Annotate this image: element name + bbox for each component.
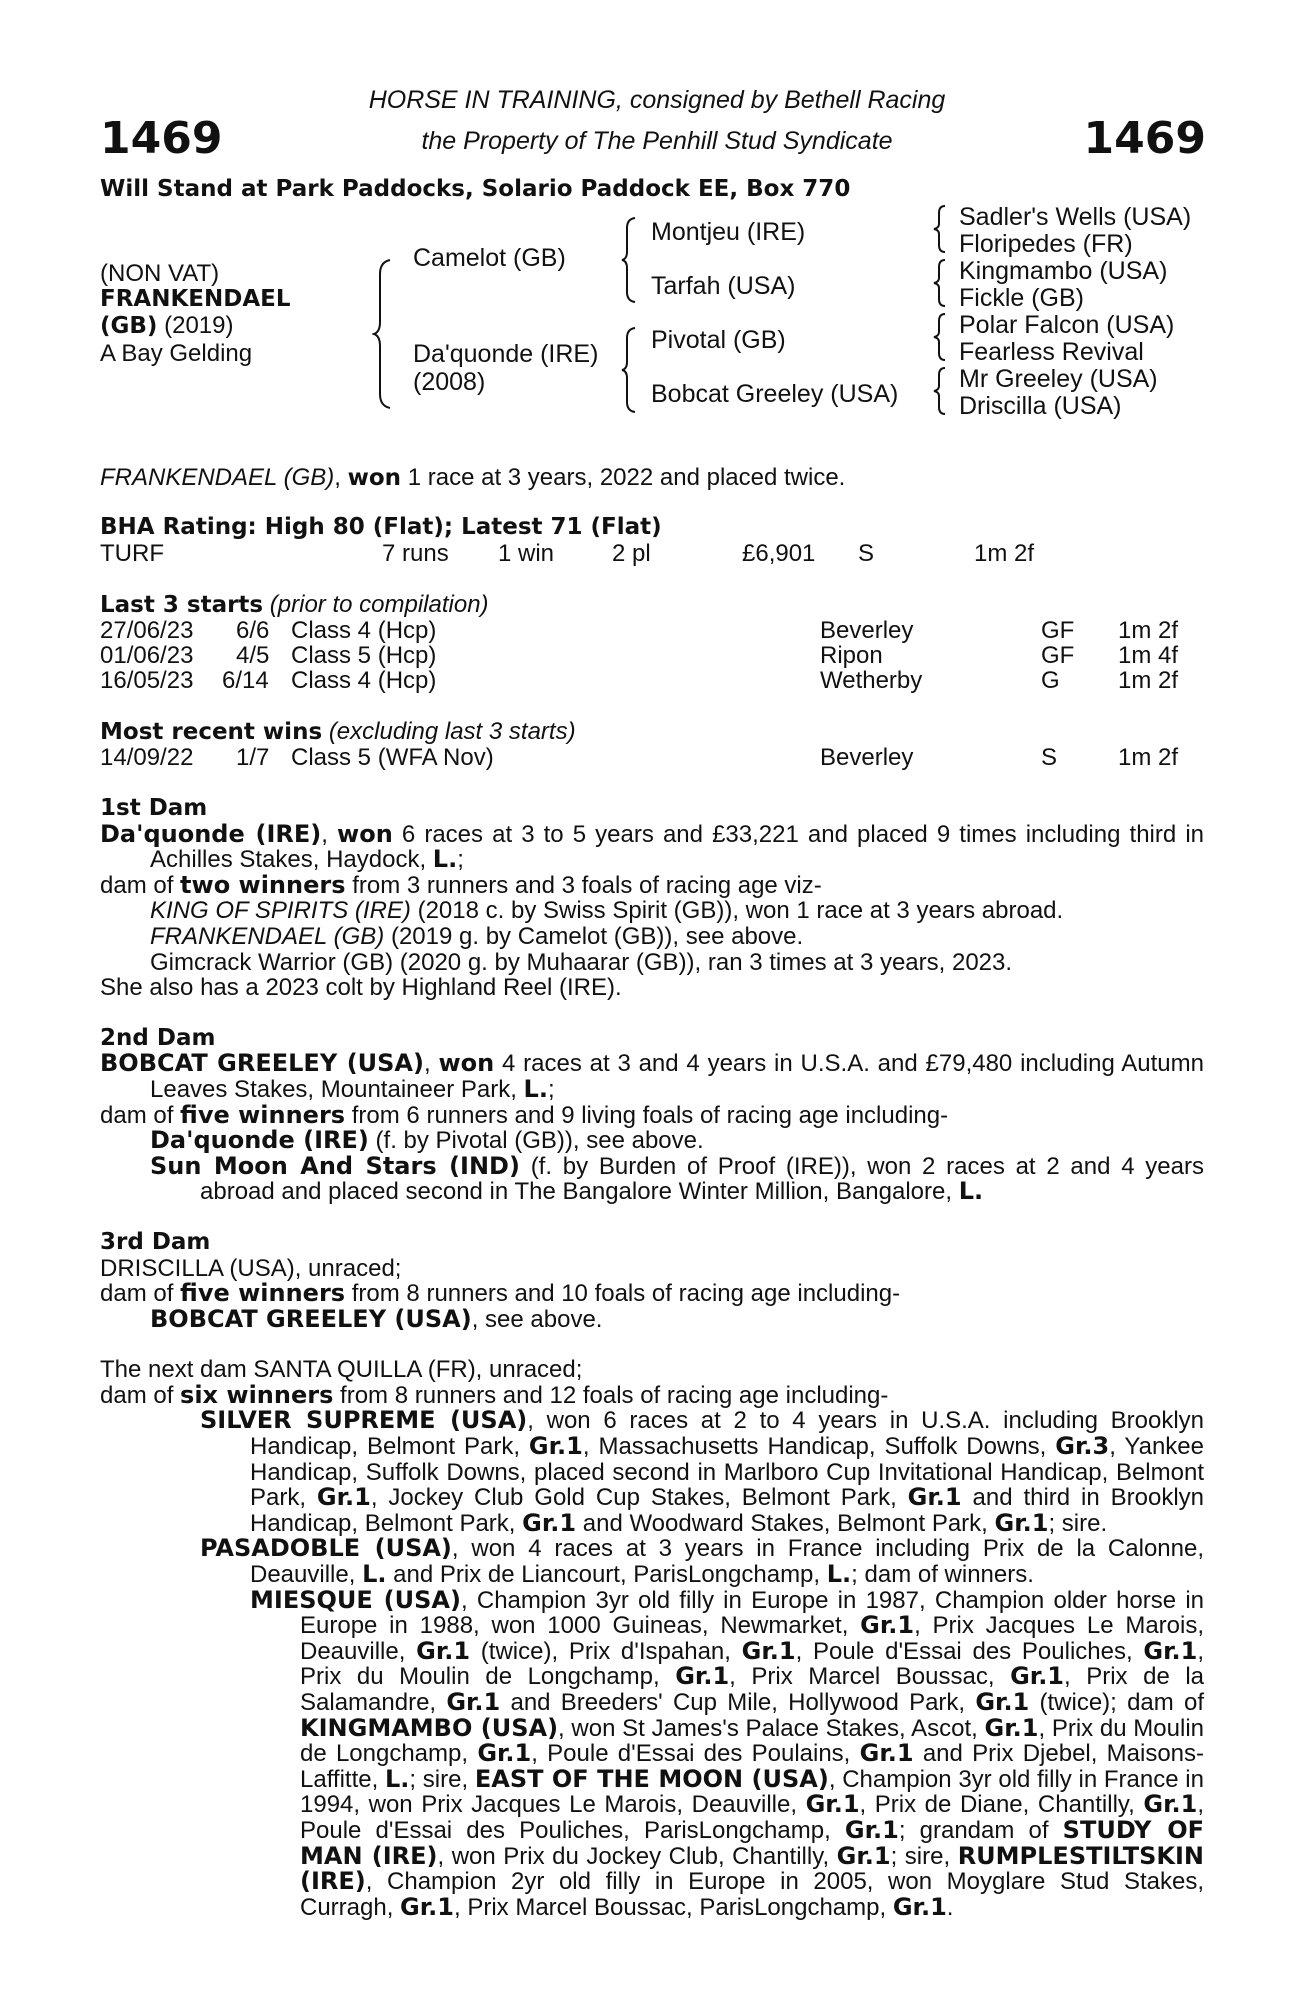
property-line: the Property of The Penhill Stud Syndicate	[421, 127, 893, 155]
horse-year: (2019)	[164, 312, 234, 339]
dam3-dam-of: dam of five winners from 8 runners and 10 foals of racing age including-	[100, 1279, 901, 1308]
start-row-race: Class 4 (Hcp)	[291, 617, 437, 644]
pedigree-brace-sire	[620, 216, 638, 304]
last-starts-title: Last 3 starts	[100, 592, 264, 618]
pedigree-brace-main	[372, 258, 394, 410]
start-row-course: Beverley	[820, 617, 914, 644]
start-row-race: Class 4 (Hcp)	[291, 667, 437, 694]
start-row-pos: 4/5	[236, 642, 270, 669]
pedigree-brace-dam	[620, 326, 638, 414]
dam1-foal: Gimcrack Warrior (GB) (2020 g. by Muhaarar (GB)), ran 3 times at 3 years, 2023.	[150, 948, 1013, 976]
horse-description: A Bay Gelding	[100, 340, 253, 367]
pedigree-dam-sire: Pivotal (GB)	[651, 326, 786, 354]
dam2-foal: Sun Moon And Stars (IND) (f. by Burden of Proof (IRE)), won 2 races at 2 and 4 years abroad and placed second in The Bangalore Winter Million, Bangalore, L.	[150, 1151, 1204, 1206]
next-dam-foal-pasadoble: PASADOBLE (USA), won 4 races at 3 years in France including Prix de la Calonne, Deauville, L. and Prix de Liancourt, ParisLongchamp, L.; dam of winners.	[200, 1534, 1204, 1589]
start-row-date: 16/05/23	[100, 667, 194, 694]
pedigree-ggp: Polar Falcon (USA)	[959, 311, 1175, 339]
win-row-pos: 1/7	[236, 744, 270, 771]
rating-going: S	[858, 540, 875, 567]
rating-wins: 1 win	[498, 540, 555, 567]
start-row-pos: 6/6	[236, 617, 270, 644]
rating-runs: 7 runs	[382, 540, 449, 567]
summary-horse-name: FRANKENDAEL (GB)	[100, 464, 335, 491]
consignment-line: HORSE IN TRAINING, consigned by Bethell Racing	[368, 86, 946, 114]
race-summary: FRANKENDAEL (GB), won 1 race at 3 years, 2022 and placed twice.	[100, 464, 846, 491]
start-row-going: GF	[1041, 642, 1075, 669]
lot-number-right: 1469	[1083, 113, 1206, 164]
win-row-course: Beverley	[820, 744, 914, 771]
next-dam-foal-silver-supreme: SILVER SUPREME (USA), won 6 races at 2 to 4 years in U.S.A. including Brooklyn Handicap, Belmont Park, Gr.1, Massachusetts Handicap, Suffolk Downs, Gr.3, Yankee Handicap, Suffolk Downs, placed second in Marlboro Cup Invitational Handicap, Belmont Park, Gr.1, Jockey Club Gold Cup Stakes, Belmont Park, Gr.1 and third in Brooklyn Handicap, Belmont Park, Gr.1 and Woodward Stakes, Belmont Park, Gr.1; sire.	[200, 1406, 1204, 1537]
dam3-foal: BOBCAT GREELEY (USA), see above.	[150, 1304, 603, 1333]
summary-won: won	[347, 465, 402, 491]
dam1-foal: KING OF SPIRITS (IRE) (2018 c. by Swiss Spirit (GB)), won 1 race at 3 years abroad.	[150, 897, 1064, 925]
recent-wins-heading	[100, 718, 576, 746]
lot-number-left: 1469	[100, 113, 223, 164]
dam2-foal: Da'quonde (IRE) (f. by Pivotal (GB)), see above.	[150, 1126, 704, 1155]
dam1-foal: FRANKENDAEL (GB) (2019 g. by Camelot (GB)), see above.	[150, 922, 804, 950]
win-row-going: S	[1041, 744, 1058, 771]
dam1-record: Da'quonde (IRE), won 6 races at 3 to 5 years and £33,221 and placed 9 times including third in Achilles Stakes, Haydock, L.;	[100, 819, 1204, 874]
next-dam-foal-miesque: MIESQUE (USA), Champion 3yr old filly in Europe in 1987, Champion older horse in Europe in 1988, won 1000 Guineas, Newmarket, Gr.1, Prix Jacques Le Marois, Deauville, Gr.1 (twice), Prix d'Ispahan, Gr.1, Poule d'Essai des Pouliches, Gr.1, Prix du Moulin de Longchamp, Gr.1, Prix Marcel Boussac, Gr.1, Prix de la Salamandre, Gr.1 and Breeders' Cup Mile, Hollywood Park, Gr.1 (twice); dam of KINGMAMBO (USA), won St James's Palace Stakes, Ascot, Gr.1, Prix du Moulin de Longchamp, Gr.1, Poule d'Essai des Poulains, Gr.1 and Prix Djebel, Maisons-Laffitte, L.; sire, EAST OF THE MOON (USA), Champion 3yr old filly in France in 1994, won Prix Jacques Le Marois, Deauville, Gr.1, Prix de Diane, Chantilly, Gr.1, Poule d'Essai des Pouliches, ParisLongchamp, Gr.1; grandam of STUDY OF MAN (IRE), won Prix du Jockey Club, Chantilly, Gr.1; sire, RUMPLESTILTSKIN (IRE), Champion 2yr old filly in Europe in 2005, won Moyglare Stud Stakes, Curragh, Gr.1, Prix Marcel Boussac, ParisLongchamp, Gr.1.	[250, 1585, 1205, 1921]
pedigree-ggp: Floripedes (FR)	[959, 230, 1133, 258]
pedigree-sire-sire: Montjeu (IRE)	[651, 218, 806, 246]
pedigree-ggp: Driscilla (USA)	[959, 392, 1122, 420]
dam2-title: 2nd Dam	[100, 1024, 216, 1051]
rating-prize: £6,901	[742, 540, 816, 567]
dam3-record: DRISCILLA (USA), unraced;	[100, 1254, 402, 1282]
start-row-dist: 1m 2f	[1118, 667, 1179, 694]
rating-placed: 2 pl	[612, 540, 651, 567]
start-row-date: 01/06/23	[100, 642, 194, 669]
dam1-title: 1st Dam	[100, 795, 208, 821]
summary-rest: 1 race at 3 years, 2022 and placed twice.	[407, 464, 846, 491]
pedigree-ggp: Sadler's Wells (USA)	[959, 203, 1192, 231]
pedigree-brace-ggp-1	[932, 204, 948, 254]
horse-country: (GB)	[100, 313, 158, 339]
start-row-dist: 1m 4f	[1118, 642, 1179, 669]
vat-status: (NON VAT)	[100, 260, 220, 287]
dam2-dam-of: dam of five winners from 6 runners and 9 living foals of racing age including-	[100, 1100, 949, 1129]
dam1-name: Da'quonde (IRE)	[100, 819, 322, 848]
rating-title: BHA Rating: High 80 (Flat); Latest 71 (Flat)	[100, 514, 662, 540]
pedigree-dam: Da'quonde (IRE)	[413, 340, 599, 368]
recent-wins-title: Most recent wins	[100, 719, 323, 745]
start-row-going: GF	[1041, 617, 1075, 644]
rating-surface: TURF	[100, 540, 164, 567]
win-row-date: 14/09/22	[100, 744, 194, 771]
start-row-pos: 6/14	[222, 667, 269, 694]
pedigree-sire: Camelot (GB)	[413, 244, 566, 272]
pedigree-ggp: Mr Greeley (USA)	[959, 365, 1158, 393]
win-row-race: Class 5 (WFA Nov)	[291, 744, 494, 771]
pedigree-brace-ggp-4	[932, 366, 948, 416]
stand-line: Will Stand at Park Paddocks, Solario Paddock EE, Box 770	[100, 176, 851, 202]
dam2-record: BOBCAT GREELEY (USA), won 4 races at 3 and 4 years in U.S.A. and £79,480 including Autumn Leaves Stakes, Mountaineer Park, L.;	[100, 1049, 1204, 1103]
rating-distance: 1m 2f	[974, 540, 1035, 567]
start-row-course: Ripon	[820, 642, 883, 669]
dam3-title: 3rd Dam	[100, 1228, 211, 1255]
pedigree-brace-ggp-2	[932, 258, 948, 308]
last-starts-heading	[100, 591, 489, 619]
dam1-also: She also has a 2023 colt by Highland Reel (IRE).	[100, 974, 622, 1002]
last-starts-note: (prior to compilation)	[269, 591, 489, 618]
pedigree-ggp: Kingmambo (USA)	[959, 257, 1168, 285]
pedigree-brace-ggp-3	[932, 312, 948, 362]
win-row-dist: 1m 2f	[1118, 744, 1179, 771]
pedigree-dam-year: (2008)	[413, 368, 486, 396]
pedigree-ggp: Fearless Revival	[959, 338, 1144, 366]
start-row-date: 27/06/23	[100, 617, 194, 644]
start-row-course: Wetherby	[820, 667, 923, 694]
horse-origin	[100, 312, 233, 340]
pedigree-sire-dam: Tarfah (USA)	[651, 272, 796, 300]
start-row-dist: 1m 2f	[1118, 617, 1179, 644]
produce-record	[100, 796, 1204, 1920]
dam1-dam-of: dam of two winners from 3 runners and 3 foals of racing age viz-	[100, 870, 822, 899]
recent-wins-note: (excluding last 3 starts)	[328, 718, 576, 745]
start-row-race: Class 5 (Hcp)	[291, 642, 437, 669]
next-dam-dam-of: dam of six winners from 8 runners and 12 foals of racing age including-	[100, 1380, 889, 1409]
horse-name: FRANKENDAEL	[100, 286, 291, 312]
pedigree-ggp: Fickle (GB)	[959, 284, 1084, 312]
dam2-name: BOBCAT GREELEY (USA)	[100, 1049, 424, 1078]
pedigree-dam-dam: Bobcat Greeley (USA)	[651, 380, 899, 408]
start-row-going: G	[1041, 667, 1060, 694]
next-dam-record: The next dam SANTA QUILLA (FR), unraced;	[100, 1356, 583, 1384]
